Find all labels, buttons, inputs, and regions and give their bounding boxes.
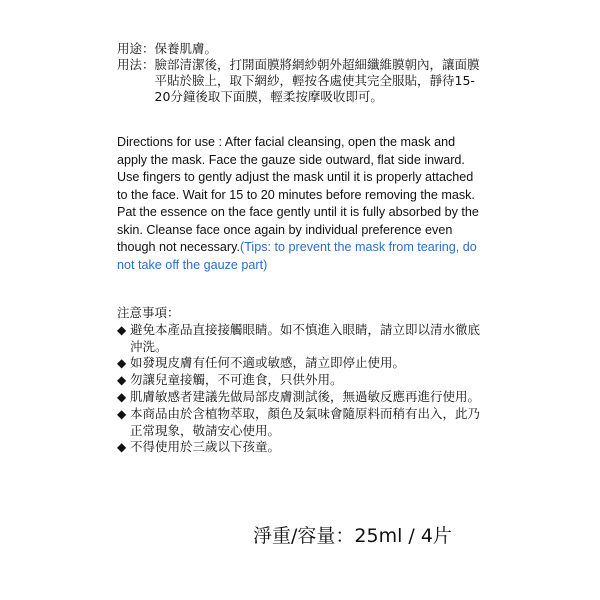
caution-text: 勿讓兒童接觸，不可進食，只供外用。: [130, 372, 343, 388]
purpose-row: [117, 41, 487, 57]
caution-item: [117, 322, 487, 356]
method-label: 用法：: [117, 57, 155, 72]
diamond-bullet-icon: ◆: [117, 322, 127, 337]
usage-section: [117, 41, 487, 105]
caution-text: 不得使用於三歲以下孩童。: [130, 439, 281, 455]
tips-note: (Tips: to prevent the mask from tearing, do not take off the gauze part): [117, 240, 477, 272]
directions-text: Directions for use : After facial cleansing, open the mask and apply the mask. Face the gauze side outward, flat side inward. Use fingers to gently adjust the mask until it is properly attached to the face. Wait for 15 to 20 minutes before removing the mask. Pat the essence on the face gently until it is fully absorbed by the skin. Cleanse face once again by individual preference even though not necessary.: [117, 135, 479, 254]
caution-item: [117, 372, 487, 389]
cautions-section: [117, 305, 487, 456]
net-weight-label: 淨重/容量：25ml / 4片: [253, 525, 452, 547]
method-text: 臉部清潔後，打開面膜將網紗朝外超細纖維膜朝內，讓面膜平貼於臉上，取下網紗，輕按各處使其完全服貼，靜待15-20分鐘後取下面膜，輕柔按摩吸收即可。: [154, 57, 480, 104]
caution-item: [117, 389, 487, 406]
caution-item: [117, 355, 487, 372]
diamond-bullet-icon: ◆: [117, 406, 127, 421]
caution-text: 避免本產品直接接觸眼睛。如不慎進入眼睛，請立即以清水徹底沖洗。: [130, 321, 481, 354]
caution-text: 如發現皮膚有任何不適或敏感，請立即停止使用。: [130, 355, 406, 371]
diamond-bullet-icon: ◆: [117, 373, 127, 388]
diamond-bullet-icon: ◆: [117, 440, 127, 455]
purpose-text: 保養肌膚。: [154, 41, 218, 56]
caution-item: [117, 439, 487, 456]
purpose-label: 用途：: [117, 41, 155, 56]
cautions-title: 注意事項：: [117, 305, 180, 320]
caution-item: [117, 406, 487, 440]
diamond-bullet-icon: ◆: [117, 389, 127, 404]
caution-text: 本商品由於含植物萃取，顏色及氣味會隨原料而稍有出入，此乃正常現象，敬請安心使用。: [130, 405, 481, 438]
diamond-bullet-icon: ◆: [117, 356, 127, 371]
directions-paragraph: [117, 134, 482, 274]
caution-text: 肌膚敏感者建議先做局部皮膚測試後，無過敏反應再進行使用。: [130, 388, 481, 404]
method-row: [117, 57, 487, 105]
